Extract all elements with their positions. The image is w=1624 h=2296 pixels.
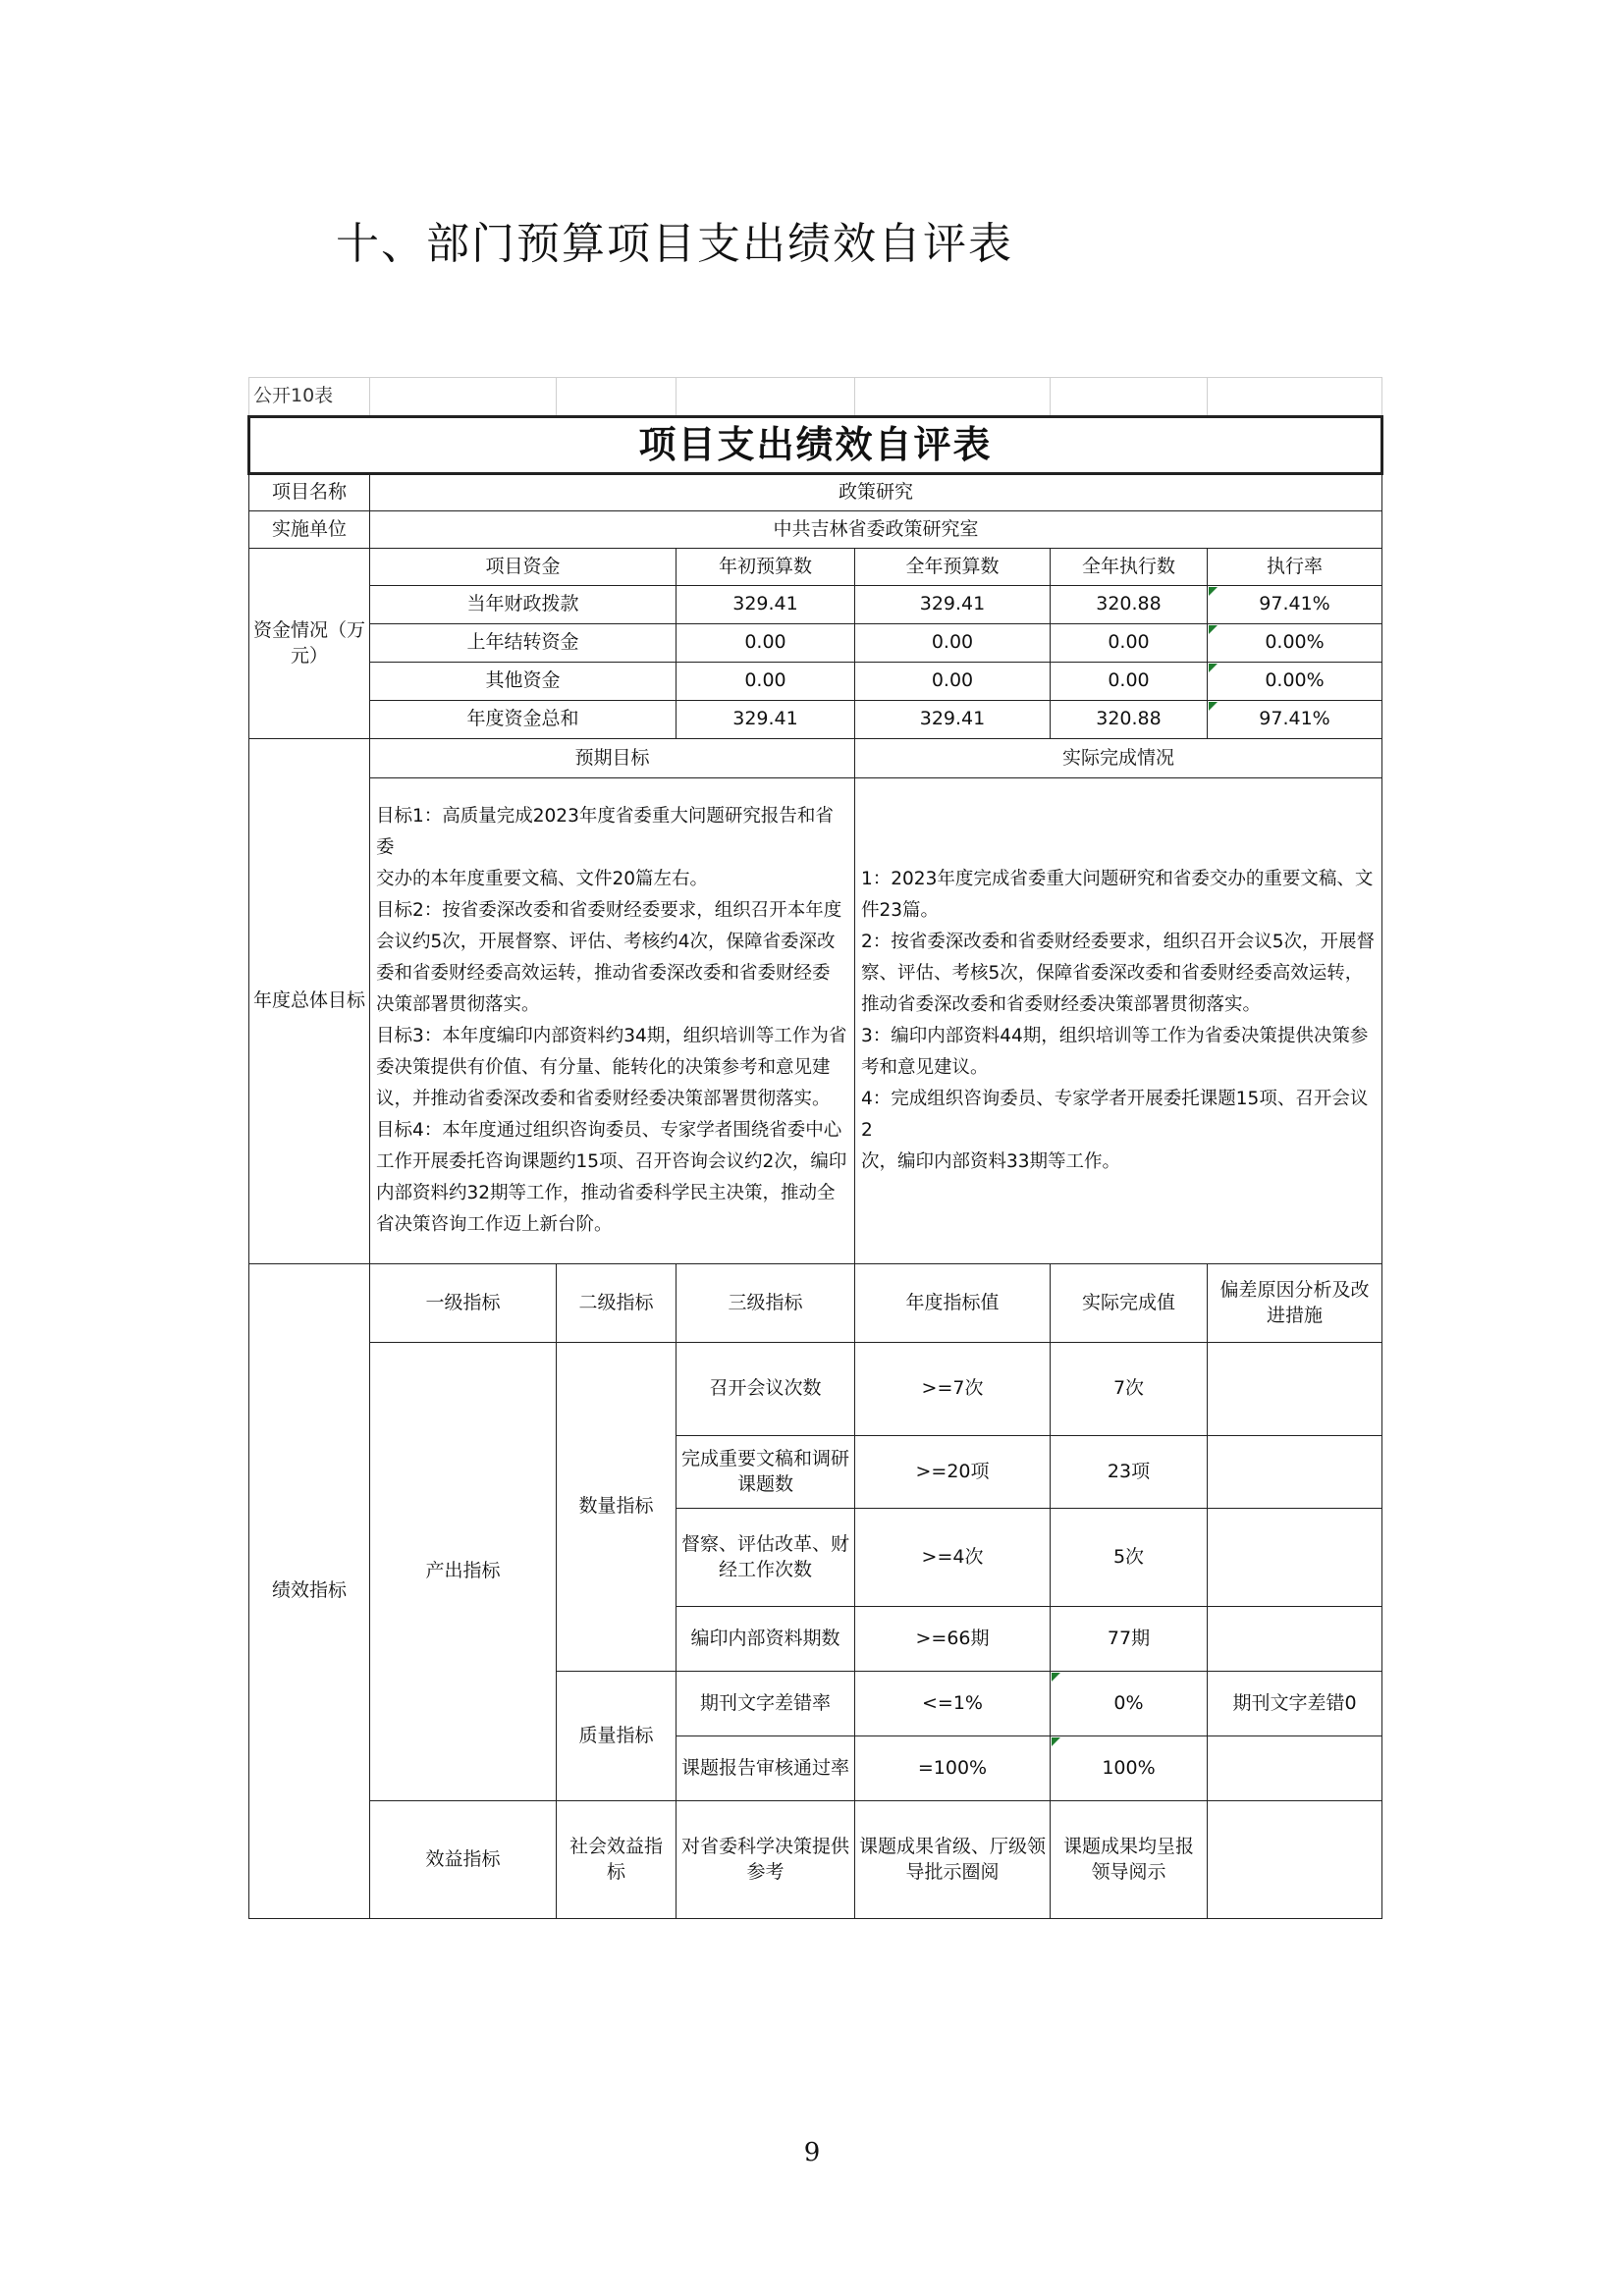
actual-goals-text [855,778,1382,1264]
goals-section-label: 年度总体目标 [249,739,370,1264]
funds-cell: 0.00 [677,663,855,701]
benefit-indicator-label: 效益指标 [370,1801,557,1919]
indicator-actual: 0% [1051,1672,1208,1736]
indicator-actual: 23项 [1051,1436,1208,1509]
funds-cell: 0.00 [1051,663,1208,701]
expected-goals-text [370,778,855,1264]
unit-value: 中共吉林省委政策研究室 [370,511,1382,549]
performance-header: 三级指标 [677,1264,855,1343]
funds-header: 全年预算数 [855,549,1051,586]
performance-header: 二级指标 [557,1264,677,1343]
funds-header: 全年执行数 [1051,549,1208,586]
indicator-name: 完成重要文稿和调研课题数 [677,1436,855,1509]
quality-indicator-label: 质量指标 [557,1672,677,1801]
indicator-row [249,1343,1382,1436]
social-indicator-label: 社会效益指标 [557,1801,677,1919]
funds-cell: 0.00 [1051,624,1208,663]
indicator-target: =100% [855,1736,1051,1801]
expected-goal-line: 内部资料约32期等工作，推动省委科学民主决策，推动全 [376,1183,836,1204]
funds-row [249,663,1382,701]
performance-header: 一级指标 [370,1264,557,1343]
funds-cell: 0.00% [1208,624,1382,663]
indicator-name: 对省委科学决策提供参考 [677,1801,855,1919]
indicator-name: 召开会议次数 [677,1343,855,1436]
indicator-note [1208,1801,1382,1919]
expected-goal-line: 工作开展委托咨询课题约15项、召开咨询会议约2次，编印 [376,1151,847,1173]
funds-cell: 0.00 [677,624,855,663]
output-indicator-label: 产出指标 [370,1343,557,1801]
funds-row-label: 年度资金总和 [370,701,677,739]
funds-cell: 320.88 [1051,701,1208,739]
project-name-row [249,474,1382,511]
funds-header: 执行率 [1208,549,1382,586]
actual-goal-line: 次，编印内部资料33期等工作。 [861,1151,1121,1173]
indicator-target: >=4次 [855,1509,1051,1607]
indicator-actual: 课题成果均呈报领导阅示 [1051,1801,1208,1919]
page-heading: 十、部门预算项目支出绩效自评表 [336,219,1013,269]
actual-goal-line: 4：完成组织咨询委员、专家学者开展委托课题15项、召开会议2 [861,1089,1369,1142]
indicator-note [1208,1436,1382,1509]
indicator-name: 期刊文字差错率 [677,1672,855,1736]
actual-goal-line: 1：2023年度完成省委重大问题研究和省委交办的重要文稿、文 [861,869,1374,890]
performance-section-label: 绩效指标 [249,1264,370,1919]
performance-header-row [249,1264,1382,1343]
expected-goal-line: 议，并推动省委深改委和省委财经委决策部署贯彻落实。 [376,1089,831,1110]
indicator-target: >=66期 [855,1607,1051,1672]
indicator-name: 课题报告审核通过率 [677,1736,855,1801]
funds-cell: 329.41 [677,586,855,624]
actual-goal-line: 考和意见建议。 [861,1057,989,1079]
indicator-actual: 77期 [1051,1607,1208,1672]
performance-header: 实际完成值 [1051,1264,1208,1343]
expected-goal-line: 会议约5次，开展督察、评估、考核约4次，保障省委深改 [376,932,836,953]
funds-cell: 329.41 [677,701,855,739]
indicator-name: 编印内部资料期数 [677,1607,855,1672]
expected-goal-line: 交办的本年度重要文稿、文件20篇左右。 [376,869,709,890]
funds-cell: 329.41 [855,586,1051,624]
unit-row [249,511,1382,549]
indicator-name: 督察、评估改革、财经工作次数 [677,1509,855,1607]
funds-header-row [249,549,1382,586]
actual-goal-line: 察、评估、考核5次，保障省委深改委和省委财经委高效运转， [861,963,1364,985]
project-name-value: 政策研究 [370,474,1382,511]
indicator-note: 期刊文字差错0 [1208,1672,1382,1736]
table-title: 项目支出绩效自评表 [249,417,1382,474]
funds-cell: 97.41% [1208,701,1382,739]
indicator-target: >=20项 [855,1436,1051,1509]
funds-header: 项目资金 [370,549,677,586]
funds-cell: 320.88 [1051,586,1208,624]
funds-row-label: 当年财政拨款 [370,586,677,624]
indicator-row [249,1801,1382,1919]
funds-cell: 0.00% [1208,663,1382,701]
page-number: 9 [803,2138,821,2167]
indicator-target: >=7次 [855,1343,1051,1436]
title-row [249,417,1382,474]
unit-label: 实施单位 [249,511,370,549]
expected-goal-line: 省决策咨询工作迈上新台阶。 [376,1214,613,1236]
funds-row-label: 上年结转资金 [370,624,677,663]
actual-goal-line: 件23篇。 [861,900,940,922]
expected-goal-line: 委决策提供有价值、有分量、能转化的决策参考和意见建 [376,1057,831,1079]
indicator-actual: 5次 [1051,1509,1208,1607]
funds-cell: 0.00 [855,663,1051,701]
funds-cell: 97.41% [1208,586,1382,624]
table-label-row [249,378,1382,417]
actual-goal-line: 推动省委深改委和省委财经委决策部署贯彻落实。 [861,994,1262,1016]
expected-goal-line: 目标4：本年度通过组织咨询委员、专家学者围绕省委中心 [376,1120,842,1142]
funds-row [249,586,1382,624]
funds-cell: 0.00 [855,624,1051,663]
funds-header: 年初预算数 [677,549,855,586]
quantity-indicator-label: 数量指标 [557,1343,677,1672]
funds-row [249,701,1382,739]
expected-goal-line: 目标2：按省委深改委和省委财经委要求，组织召开本年度 [376,900,842,922]
indicator-target: 课题成果省级、厅级领导批示圈阅 [855,1801,1051,1919]
project-name-label: 项目名称 [249,474,370,511]
expected-goal-line: 目标1：高质量完成2023年度省委重大问题研究报告和省委 [376,806,834,859]
expected-goal-line: 目标3：本年度编印内部资料约34期，组织培训等工作为省 [376,1026,847,1047]
expected-goal-line: 决策部署贯彻落实。 [376,994,540,1016]
goals-header-row [249,739,1382,778]
table-label: 公开10表 [249,378,370,417]
indicator-target: <=1% [855,1672,1051,1736]
funds-section-label: 资金情况（万元） [249,549,370,739]
indicator-note [1208,1607,1382,1672]
indicator-note [1208,1736,1382,1801]
funds-row [249,624,1382,663]
indicator-note [1208,1343,1382,1436]
indicator-actual: 7次 [1051,1343,1208,1436]
indicator-actual: 100% [1051,1736,1208,1801]
performance-self-evaluation-table [247,377,1383,1919]
goals-content-row [249,778,1382,1264]
actual-goals-header: 实际完成情况 [855,739,1382,778]
funds-row-label: 其他资金 [370,663,677,701]
actual-goal-line: 2：按省委深改委和省委财经委要求，组织召开会议5次，开展督 [861,932,1376,953]
indicator-note [1208,1509,1382,1607]
actual-goal-line: 3：编印内部资料44期，组织培训等工作为省委决策提供决策参 [861,1026,1369,1047]
performance-header: 年度指标值 [855,1264,1051,1343]
expected-goals-header: 预期目标 [370,739,855,778]
funds-cell: 329.41 [855,701,1051,739]
performance-header: 偏差原因分析及改进措施 [1208,1264,1382,1343]
expected-goal-line: 委和省委财经委高效运转，推动省委深改委和省委财经委 [376,963,831,985]
